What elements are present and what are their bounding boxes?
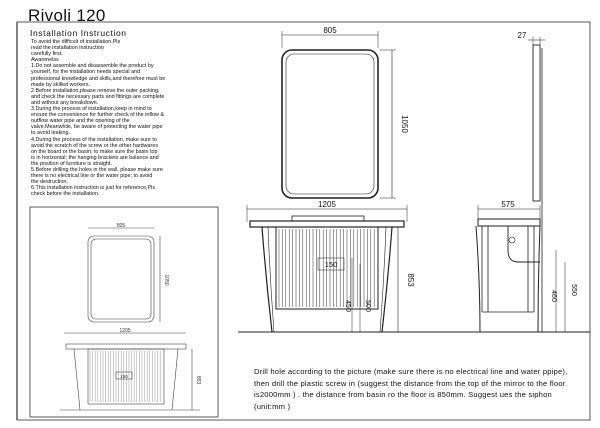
instruction-line: 6.This installation instruction is just for reference,Pls [31, 185, 156, 192]
instruction-line: check before the installation. [31, 191, 100, 198]
side-height-dim-1: 460 [550, 290, 557, 302]
cabinet-front-view [238, 205, 590, 332]
instruction-line: 3.During the process of installation,keep in mind to [31, 106, 152, 113]
page-subtitle: Installation Instruction [30, 28, 127, 38]
instruction-line: 5.Before drilling the holes in the wall, please make sure [31, 166, 163, 173]
instruction-line: made by skilled workers. [31, 81, 91, 88]
instruction-line: ensure the convenience for further check of the inflow & [31, 112, 165, 119]
instruction-line: the destruction. [31, 179, 68, 186]
overview-drawing [60, 228, 200, 410]
instruction-line: read the installation instruction [31, 45, 104, 52]
instruction-line: to avoid leaking. [31, 130, 70, 137]
instruction-line: yourself, for the installation needs special and [31, 69, 141, 76]
mirror-front-view [282, 31, 396, 198]
instruction-line: outflow water pipe and the opening of the [31, 118, 130, 125]
page-title: Rivoli 120 [28, 6, 106, 25]
drilling-note: Drill hole according to the picture (make sure there is no electrical line and water ppipe), then drill the plastic screw in (suggest the distance from the top of the mirror to the floor is2000mm ) . the distance from basin ro the floor is 850mm. Suggest ues the siphon (unit:mm ) [254, 367, 568, 411]
mirror-depth-dim: 27 [517, 31, 527, 40]
instruction-line: on the board or the basin; to make sure the basin top [31, 148, 158, 155]
instruction-line: and without any breakdown. [31, 99, 99, 106]
instruction-line: valve.Meanwhile, be aware of protecting the water pipe [31, 124, 163, 131]
overview-cabinet-height: 853 [195, 375, 201, 385]
instruction-line: professional knowledge and skills,and therefore must be [31, 75, 166, 82]
hole-spacing-dim: 150 [324, 260, 338, 269]
mirror-height-dim: 1050 [400, 115, 409, 133]
overview-mirror-width: 805 [116, 223, 126, 229]
instruction-line: 2.Before installation,please remove the outer packing, [31, 87, 160, 94]
side-height-dim-2: 550 [570, 284, 577, 296]
overview-cabinet-width: 1205 [119, 328, 131, 334]
instruction-line: carefully first. [31, 51, 63, 58]
overview-frame [30, 207, 218, 417]
instruction-line: Awarenelss [31, 57, 59, 64]
instruction-line: 1.Do not assemble and disassemble the product by [31, 63, 154, 70]
cabinet-depth-dim: 575 [501, 200, 515, 209]
instruction-line: To avoid the difficult of installation,Pls [31, 39, 121, 45]
hole-height-dim-1: 450 [344, 300, 351, 312]
instruction-line: the position of furniture is straight. [31, 160, 112, 167]
instruction-line: 4.During the process of the installation, make sure to [31, 136, 157, 143]
cabinet-width-dim: 1205 [318, 200, 336, 209]
hole-height-dim-2: 500 [364, 300, 371, 312]
instruction-line: and check the necessary parts and fittings are complete [31, 93, 165, 100]
mirror-width-dim: 805 [323, 26, 337, 35]
overview-hole-spacing: 150 [120, 374, 128, 379]
cabinet-height-dim: 853 [406, 273, 415, 287]
instruction-line: there is no electrical line or the water pipe; to avoid [31, 173, 153, 180]
instruction-line: is in horizontal; the hanging brackets are balance and [31, 154, 159, 161]
instruction-line: avoid the scratch of the screw or the other hardwares [31, 142, 159, 149]
instruction-text [31, 39, 221, 197]
overview-mirror-height: 1050 [163, 274, 169, 286]
mirror-side-view [528, 37, 545, 201]
